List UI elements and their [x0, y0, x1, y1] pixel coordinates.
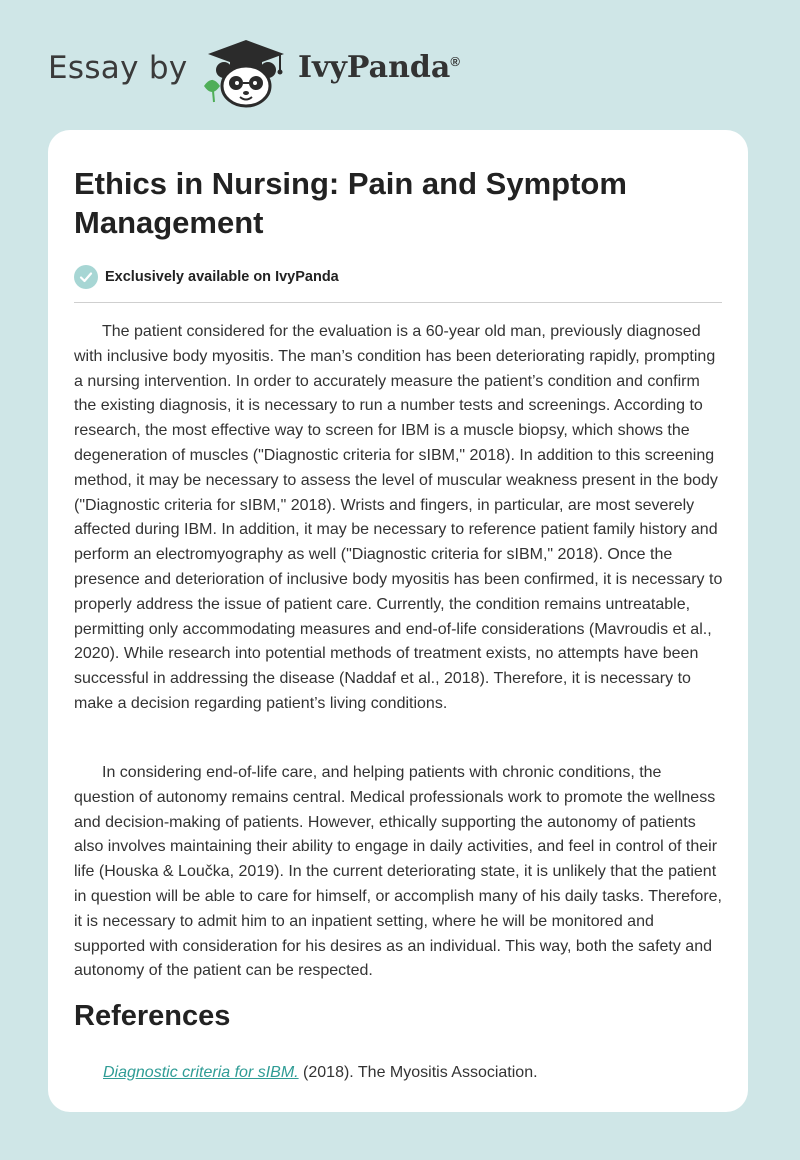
body-paragraph: In considering end-of-life care, and helping patients with chronic conditions, the question of autonomy remains central. Medical professionals work to promote the wellness and decision-making of patients. However, ethically supporting the autonomy of patients also involves maintaining their ability to engage in daily activities, and feel in control of their life (Houska & Loučka, 2019). In the current deteriorating state, it is unlikely that the patient in question will be able to care for himself, or accomplish many of his daily tasks. Therefore, it is necessary to admit him to an inpatient setting, where he will be monitored and supported with consideration for his desires as an individual. This way, both the safety and autonomy of the patient can be respected. [74, 764, 722, 980]
registered-mark: ® [450, 54, 460, 69]
essay-by-label: Essay by [48, 50, 188, 86]
references-heading: References [74, 1000, 231, 1032]
body-paragraph: The patient considered for the evaluation is a 60-year old man, previously diagnosed with inclusive body myositis. The man’s condition has been deteriorating rapidly, prompting a nursing intervention. In order to accurately measure the patient’s condition and confirm the existing diagnosis, it is necessary to run a number tests and screenings. According to research, the most effective way to screen for IBM is a muscle biopsy, which shows the degeneration of muscles ("Diagnostic criteria for sIBM," 2018). In addition to this screening method, it may be necessary to assess the level of muscular weakness present in the body ("Diagnostic criteria for sIBM," 2018). Wrists and fingers, in particular, are most severely affected during IBM. In addition, it may be necessary to reference patient family history and perform an electromyography as well ("Diagnostic criteria for sIBM," 2018). Once the presence and deterioration of inclusive body myositis has been confirmed, it is necessary to properly address the issue of patient care. Currently, the condition remains untreatable, permitting only accommodating measures and end-of-life considerations (Mavroudis et al., 2020). While research into potential methods of treatment exists, no attempts have been successful in addressing the disease (Naddaf et al., 2018). Therefore, it is necessary to make a decision regarding patient’s living conditions. [74, 323, 723, 712]
page-title: Ethics in Nursing: Pain and Symptom Management [74, 166, 627, 240]
exclusive-badge [74, 263, 339, 291]
reference-link[interactable]: Diagnostic criteria for sIBM. [103, 1064, 299, 1081]
essay-card [48, 130, 748, 1112]
reference-item [103, 1064, 538, 1082]
site-header [0, 0, 800, 130]
check-icon [74, 265, 98, 289]
divider [74, 302, 722, 303]
brand-text: IvyPanda [298, 50, 451, 85]
exclusive-label: Exclusively available on IvyPanda [105, 269, 339, 285]
brand-name[interactable] [298, 50, 460, 85]
panda-logo-icon[interactable] [200, 36, 292, 108]
reference-details: (2018). The Myositis Association. [298, 1064, 538, 1081]
